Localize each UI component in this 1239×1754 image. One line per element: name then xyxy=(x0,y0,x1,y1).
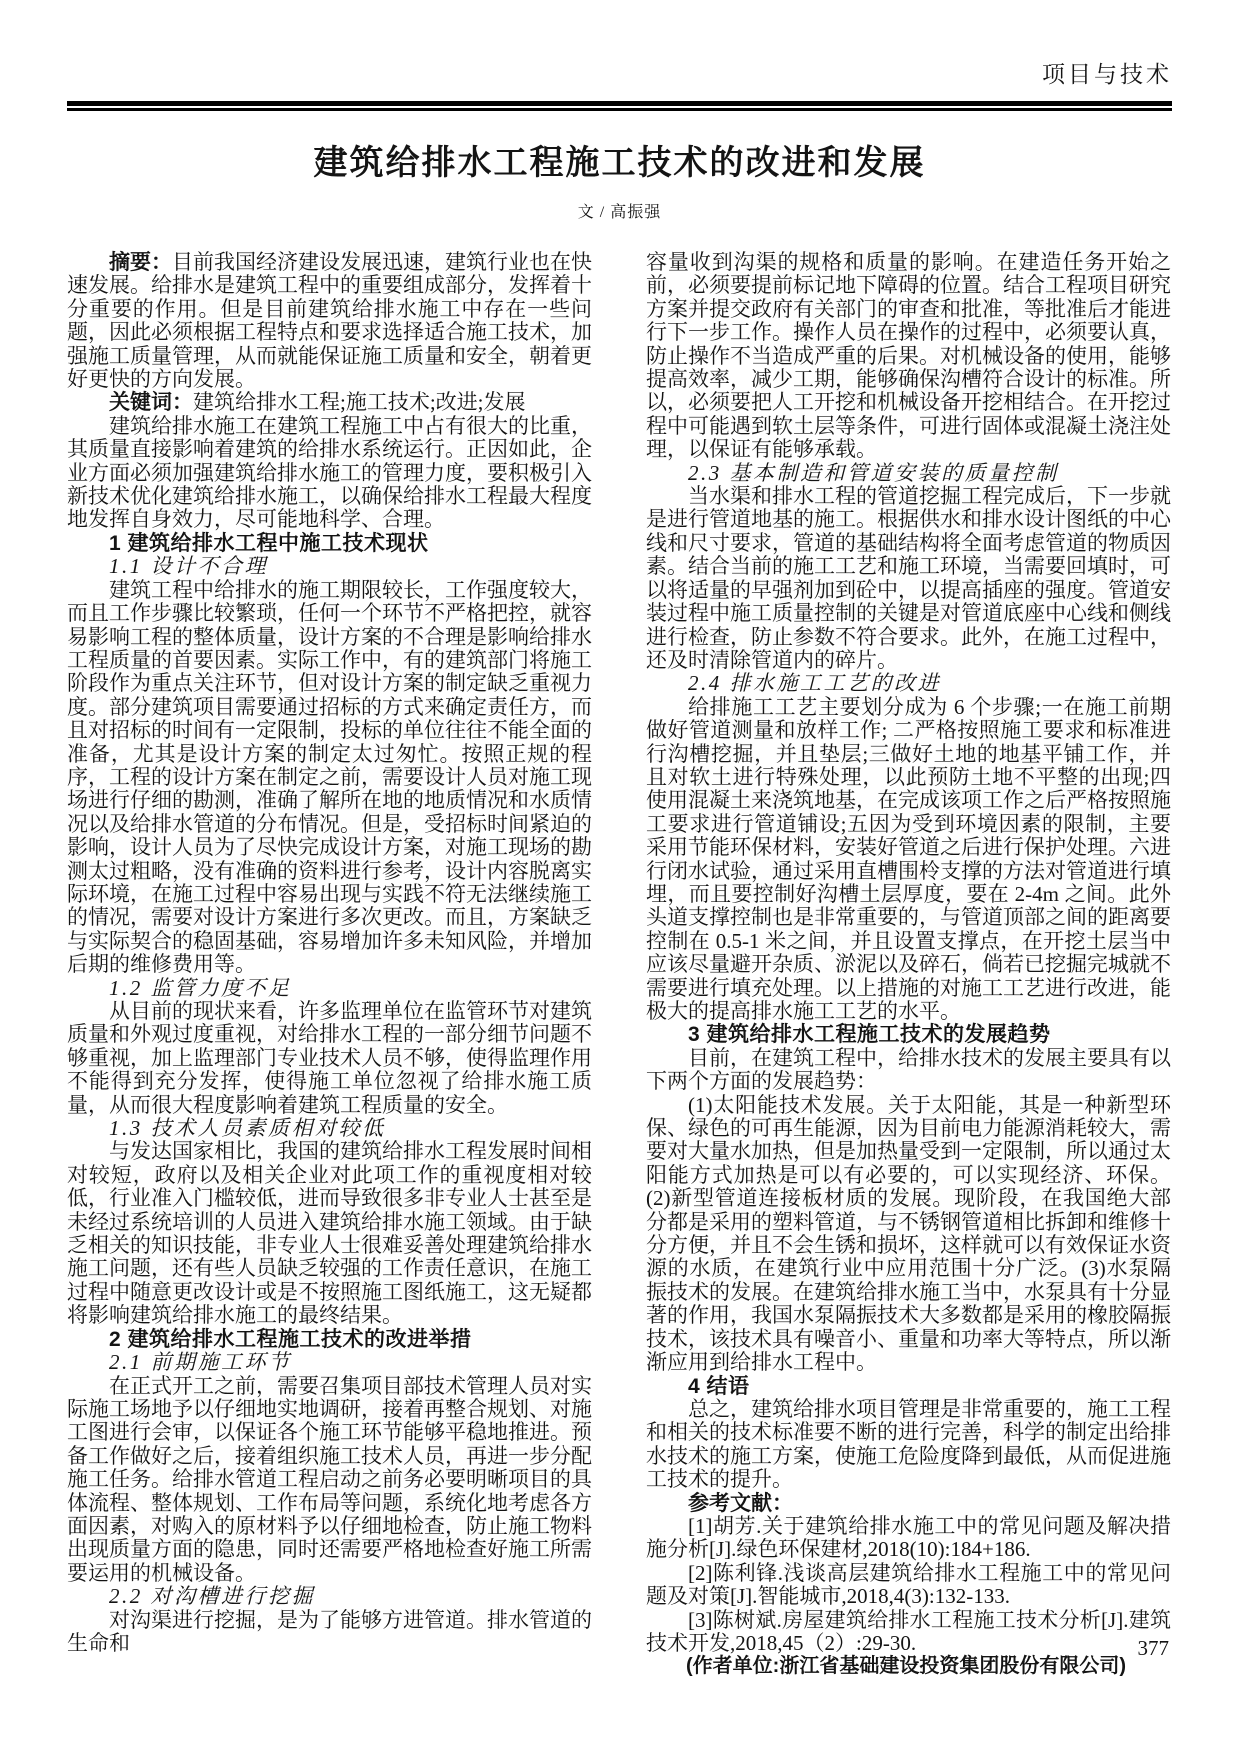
page-number: 377 xyxy=(1137,1636,1169,1660)
column-right xyxy=(646,251,1171,1679)
header-rule xyxy=(67,101,1172,111)
references-label: 参考文献： xyxy=(688,1491,793,1515)
intro-paragraph: 建筑给排水施工在建筑工程施工中占有很大的比重，其质量直接影响着建筑的给排水系统运行。正因如此，企业方面必须加强建筑给排水施工的管理力度，要积极引入新技术优化建筑给排水施工，以确保给排水工程最大程度地发挥自身效力，尽可能地科学、合理。 xyxy=(67,413,592,532)
section-4-heading: 4 结语 xyxy=(688,1374,750,1398)
section-2-3-heading: 2.3 基本制造和管道安装的质量控制 xyxy=(688,460,1059,485)
section-1-3-heading: 1.3 技术人员素质相对较低 xyxy=(109,1116,386,1141)
abstract-label: 摘要： xyxy=(109,251,172,274)
section-4-body: 总之，建筑给排水项目管理是非常重要的，施工工程和相关的技术标准要不断的进行完善，科学的制定出给排水技术的施工方案，使施工危险度降到最低，从而促进施工技术的提升。 xyxy=(646,1396,1171,1492)
section-2-4-body: 给排施工工艺主要划分成为 6 个步骤;一在施工前期做好管道测量和放样工作; 二严格按照施工要求和标准进行沟槽挖掘，并且垫层;三做好土地的地基平铺工作，并且对软土进行特殊处理，以此预防土地不平整的出现;四使用混凝土来浇筑地基，在完成该项工作之后严格按照施工要求进行管道铺设;五因为受到环境因素的限制，主要采用节能环保材料，安装好管道之后进行保护处理。六进行闭水试验，通过采用直槽围柃支撑的方法对管道进行填埋，而且要控制好沟槽土层厚度，要在 2-4m 之间。此外头道支撑控制也是非常重要的，与管道顶部之间的距离要控制在 0.5-1 米之间，并且设置支撑点，在开挖土层当中应该尽量避开杂质、淤泥以及碎石，倘若已挖掘完城就不需要进行填充处理。以上措施的对施工工艺进行改进，能极大的提高排水施工工艺的水平。 xyxy=(646,694,1171,1023)
section-2-4-heading: 2.4 排水施工工艺的改进 xyxy=(688,671,941,696)
keywords-label: 关键词： xyxy=(109,391,193,415)
reference-item-3: [3]陈树斌.房屋建筑给排水工程施工技术分析[J].建筑技术开发,2018,45（2）:29-30. xyxy=(646,1607,1171,1655)
section-1-heading: 1 建筑给排水工程中施工技术现状 xyxy=(109,531,429,555)
abstract-paragraph xyxy=(67,251,592,391)
section-2-2-heading: 2.2 对沟槽进行挖掘 xyxy=(109,1584,315,1609)
section-2-1-heading: 2.1 前期施工环节 xyxy=(109,1350,292,1375)
section-1-2-body: 从目前的现状来看，许多监理单位在监管环节对建筑质量和外观过度重视，对给排水工程的一部分细节问题不够重视，加上监理部门专业技术人员不够，使得监理作用不能得到充分发挥，使得施工单位忽视了给排水施工质量，从而很大程度影响着建筑工程质量的安全。 xyxy=(67,999,592,1117)
section-3-intro: 目前，在建筑工程中，给排水技术的发展主要具有以下两个方面的发展趋势： xyxy=(646,1045,1171,1094)
keywords-paragraph xyxy=(67,391,592,414)
journal-section-label: 项目与技术 xyxy=(1042,62,1172,87)
section-3-trends: (1)太阳能技术发展。关于太阳能，其是一种新型环保、绿色的可再生能源，因为目前电力能源消耗较大，需要对大量水加热，但是加热量受到一定限制，所以通过太阳能方式加热是可以有必要的，可以实现经济、环保。(2)新型管道连接板材质的发展。现阶段，在我国绝大部分都是采用的塑料管道，与不锈钢管道相比拆卸和维修十分方便，并且不会生锈和损坏，这样就可以有效保证水资源的水质，在建筑行业中应用范围十分广泛。(3)水泵隔振技术的发展。在建筑给排水施工当中，水泵具有十分显著的作用，我国水泵隔振技术大多数都是采用的橡胶隔振技术，该技术具有噪音小、重量和功率大等特点，所以渐渐应用到给排水工程中。 xyxy=(646,1092,1171,1375)
article-body xyxy=(67,251,1172,1679)
section-1-2-heading: 1.2 监管力度不足 xyxy=(109,975,292,1000)
author-affiliation: (作者单位:浙江省基础建设投资集团股份有限公司) xyxy=(686,1655,1126,1678)
section-2-2-body-right: 容量收到沟渠的规格和质量的影响。在建造任务开始之前，必须要提前标记地下障碍的位置。结合工程项目研究方案并提交政府有关部门的审查和批准，等批准后才能进行下一步工作。操作人员在操作的过程中，必须要认真，防止操作不当造成严重的后果。对机械设备的使用，能够提高效率，减少工期，能够确保沟槽符合设计的标准。所以，必须要把人工开挖和机械设备开挖相结合。在开挖过程中可能遇到软土层等条件，可进行固体或混凝土浇注处理，以保证有能够承载。 xyxy=(646,250,1171,462)
article-title: 建筑给排水工程施工技术的改进和发展 xyxy=(313,144,926,182)
column-left xyxy=(67,251,592,1679)
section-1-3-body: 与发达国家相比，我国的建筑给排水工程发展时间相对较短，政府以及相关企业对此项工作的重视度相对较低，行业准入门槛较低，进而导致很多非专业人士甚至是未经过系统培训的人员进入建筑给排水施工领域。由于缺乏相关的知识技能，非专业人士很难妥善处理建筑给排水施工问题，还有些人员缺乏较强的工作责任意识，在施工过程中随意更改设计或是不按照施工图纸施工，这无疑都将影响建筑给排水施工的最终结果。 xyxy=(67,1139,592,1328)
keywords-text: 建筑给排水工程;施工技术;改进;发展 xyxy=(193,390,526,415)
section-3-heading: 3 建筑给排水工程施工技术的发展趋势 xyxy=(688,1023,1051,1047)
reference-item-2: [2]陈利锋.浅谈高层建筑给排水工程施工中的常见问题及对策[J].智能城市,2018,4(3):132-133. xyxy=(646,1560,1171,1609)
article-byline: 文 / 高振强 xyxy=(577,204,662,221)
section-2-3-body: 当水渠和排水工程的管道挖掘工程完成后，下一步就是进行管道地基的施工。根据供水和排水设计图纸的中心线和尺寸要求，管道的基础结构将全面考虑管道的物质因素。结合当前的施工工艺和施工环境，当需要回填时，可以将适量的早强剂加到砼中，以提高插座的强度。管道安装过程中施工质量控制的关键是对管道底座中心线和侧线进行检查，防止参数不符合要求。此外，在施工过程中，还及时清除管道内的碎片。 xyxy=(646,484,1171,672)
reference-item-1: [1]胡芳.关于建筑给排水施工中的常见问题及解决措施分析[J].绿色环保建材,2018(10):184+186. xyxy=(646,1513,1171,1562)
section-1-1-heading: 1.1 设计不合理 xyxy=(109,554,268,579)
section-2-heading: 2 建筑给排水工程施工技术的改进举措 xyxy=(109,1327,472,1351)
section-1-1-body: 建筑工程中给排水的施工期限较长，工作强度较大，而且工作步骤比较繁琐，任何一个环节不严格把控，就容易影响工程的整体质量，设计方案的不合理是影响给排水工程质量的首要因素。实际工作中，有的建筑部门将施工阶段作为重点关注环节，但对设计方案的制定缺乏重视力度。部分建筑项目需要通过招标的方式来确定责任方，而且对招标的时间有一定限制，投标的单位往往不能全面的准备，尤其是设计方案的制定太过匆忙。按照正规的程序，工程的设计方案在制定之前，需要设计人员对施工现场进行仔细的勘测，准确了解所在地的地质情况和水质情况以及给排水管道的分布情况。但是，受招标时间紧迫的影响，设计人员为了尽快完成设计方案，对施工现场的勘测太过粗略，没有准确的资料进行参考，设计内容脱离实际环境，在施工过程中容易出现与实践不符无法继续施工的情况，需要对设计方案进行多次更改。而且，方案缺乏与实际契合的稳固基础，容易增加许多未知风险，并增加后期的维修费用等。 xyxy=(67,577,592,977)
section-2-2-body-left: 对沟渠进行挖掘，是为了能够方进管道。排水管道的生命和 xyxy=(67,1607,592,1655)
section-2-1-body: 在正式开工之前，需要召集项目部技术管理人员对实际施工场地予以仔细地实地调研，接着再整合规划、对施工图进行会审，以保证各个施工环节能够平稳地推进。预备工作做好之后，接着组织施工技术人员，再进一步分配施工任务。给排水管道工程启动之前务必要明晰项目的具体流程、整体规划、工作布局等问题，系统化地考虑各方面因素，对购入的原材料予以仔细地检查，防止施工物料出现质量方面的隐患，同时还需要严格地检查好施工所需要运用的机械设备。 xyxy=(67,1373,592,1585)
abstract-text: 目前我国经济建设发展迅速，建筑行业也在快速发展。给排水是建筑工程中的重要组成部分，发挥着十分重要的作用。但是目前建筑给排水施工中存在一些问题，因此必须根据工程特点和要求选择适合施工技术，加强施工质量管理，从而就能保证施工质量和安全，朝着更好更快的方向发展。 xyxy=(67,250,592,392)
